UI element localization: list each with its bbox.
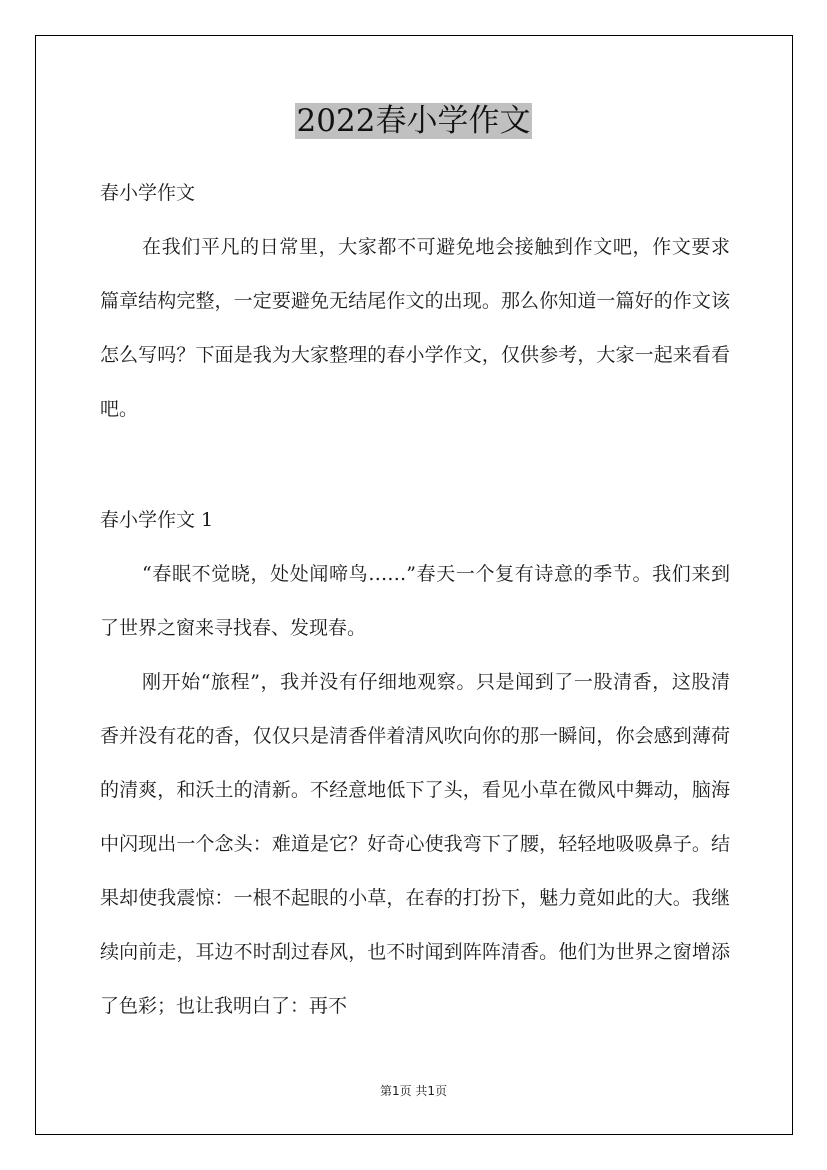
intro-paragraph: 在我们平凡的日常里，大家都不可避免地会接触到作文吧，作文要求篇章结构完整，一定要避免无结尾作文的出现。那么你知道一篇好的作文该怎么写吗？下面是我为大家整理的春小学作文，仅供参考，大家一起来看看吧。 — [100, 236, 730, 420]
essay-1-paragraph-2: 刚开始“旅程”，我并没有仔细地观察。只是闻到了一股清香，这股清香并没有花的香，仅仅只是清香伴着清风吹向你的那一瞬间，你会感到薄荷的清爽，和沃土的清新。不经意地低下了头，看见小草在微风中舞动，脑海中闪现出一个念头：难道是它？好奇心使我弯下了腰，轻轻地吸吸鼻子。结果却使我震惊：一根不起眼的小草，在春的打扮下，魅力竟如此的大。我继续向前走，耳边不时刮过春风，也不时闻到阵阵清香。他们为世界之窗增添了色彩；也让我明白了：再不 — [100, 671, 730, 1017]
section-heading-essay-1: 春小学作文 1 — [100, 509, 214, 531]
document-title: 2022春小学作文 — [296, 103, 531, 139]
page-footer: 第1页 共1页 — [379, 1084, 448, 1098]
section-heading-intro: 春小学作文 — [100, 182, 196, 204]
essay-1-paragraph-1: “春眠不觉晓，处处闻啼鸟……”春天一个复有诗意的季节。我们来到了世界之窗来寻找春、发现春。 — [100, 563, 730, 639]
document-title-wrap — [0, 101, 827, 141]
